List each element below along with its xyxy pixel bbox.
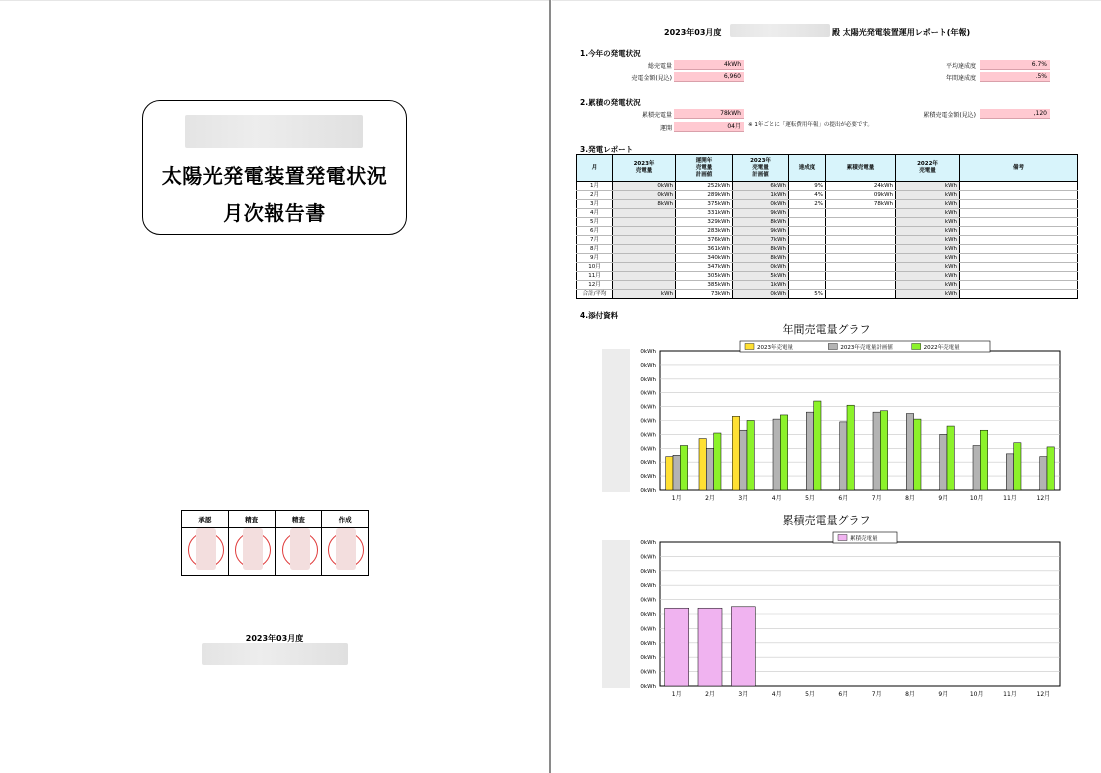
x-tick-label: 10月 [969, 495, 984, 502]
cover-title-line2: 月次報告書 [223, 201, 326, 225]
section2-heading: 2.累積の発電状況 [580, 98, 641, 107]
y-tick-label: 0kWh [640, 669, 656, 676]
table-cell: 合計/平均 [577, 290, 613, 299]
table-cell [789, 281, 826, 290]
table-cell: kWh [896, 182, 960, 191]
stamp-header: 精査 [275, 511, 322, 528]
cumulative-sales-chart [600, 530, 1070, 700]
bar [1040, 457, 1047, 490]
bar [873, 412, 880, 490]
x-tick-label: 8月 [905, 495, 915, 502]
cover-title-box [142, 100, 407, 235]
bar [947, 426, 954, 490]
table-cell: 2% [789, 200, 826, 209]
y-tick-label: 0kWh [640, 597, 656, 604]
table-cell: 9月 [577, 254, 613, 263]
redacted-seal [196, 528, 216, 570]
table-cell [960, 236, 1078, 245]
table-row [577, 227, 1078, 236]
table-cell [960, 191, 1078, 200]
x-tick-label: 6月 [838, 691, 849, 698]
table-cell [960, 254, 1078, 263]
y-tick-label: 0kWh [640, 655, 656, 662]
table-cell: 09kWh [826, 191, 896, 200]
report-title-date: 2023年03月度 [664, 28, 722, 37]
cum-sales-label: 累積売電量 [641, 112, 672, 119]
total-sales-text: 4kWh [723, 61, 741, 68]
table-cell: kWh [896, 245, 960, 254]
bar [665, 608, 689, 686]
chart1-title: 年間売電量グラフ [782, 323, 871, 336]
redacted-seal [336, 528, 356, 570]
table-header-row [577, 155, 1078, 182]
table-cell: kWh [896, 254, 960, 263]
bar [773, 419, 780, 490]
table-cell [613, 263, 676, 272]
cum-sales-value [674, 109, 744, 119]
stamp-header: 作成 [322, 511, 369, 528]
table-cell: 8kWh [613, 200, 676, 209]
annual-rate-text: .5% [1035, 73, 1047, 80]
x-tick-label: 4月 [771, 691, 782, 698]
x-tick-label: 3月 [738, 495, 749, 502]
stamp-cell [275, 528, 322, 576]
table-cell: 7kWh [733, 236, 789, 245]
x-tick-label: 9月 [938, 495, 949, 502]
bar [673, 455, 680, 490]
section1-heading: 1.今年の発電状況 [580, 49, 641, 58]
y-tick-label: 0kWh [640, 390, 656, 397]
table-cell: 4月 [577, 209, 613, 218]
sales-amount-value [674, 72, 744, 82]
table-cell: 283kWh [676, 227, 733, 236]
y-tick-label: 0kWh [640, 684, 656, 690]
col-header: 達成度 [789, 155, 826, 182]
table-cell [960, 182, 1078, 191]
bar [847, 405, 854, 490]
cum-amount-value [980, 109, 1050, 119]
annual-rate-value [980, 72, 1050, 82]
table-cell: 1月 [577, 182, 613, 191]
operation-start-label: 運開 [659, 125, 672, 132]
table-cell [960, 227, 1078, 236]
table-cell: 1kWh [733, 281, 789, 290]
table-cell [789, 245, 826, 254]
y-tick-label: 0kWh [640, 488, 656, 494]
legend-label: 累積売電量 [850, 536, 878, 542]
table-row [577, 209, 1078, 218]
y-tick-label: 0kWh [640, 349, 656, 355]
chart2-title: 累積売電量グラフ [782, 514, 871, 527]
bar [806, 412, 813, 490]
table-cell: 0kWh [613, 191, 676, 200]
table-row [577, 191, 1078, 200]
table-row [577, 245, 1078, 254]
table-cell [826, 272, 896, 281]
x-tick-label: 1月 [671, 495, 682, 502]
table-cell [960, 209, 1078, 218]
bar [973, 446, 980, 490]
col-header: 備考 [960, 155, 1078, 182]
y-tick-label: 0kWh [640, 460, 656, 467]
bar [1047, 447, 1054, 490]
table-cell: 2月 [577, 191, 613, 200]
x-tick-label: 10月 [969, 691, 984, 698]
table-cell: 0kWh [733, 290, 789, 299]
annual-sales-chart [600, 339, 1070, 504]
table-row [577, 218, 1078, 227]
bar [706, 448, 713, 490]
bar [698, 608, 722, 686]
col-header: 2023年 売電量 計画値 [733, 155, 789, 182]
bar [780, 415, 787, 490]
y-tick-label: 0kWh [640, 540, 656, 546]
redacted-axis-strip [602, 349, 630, 492]
y-tick-label: 0kWh [640, 376, 656, 383]
operation-start-value [674, 122, 744, 132]
x-tick-label: 12月 [1036, 495, 1051, 502]
table-cell [826, 263, 896, 272]
total-sales-value [674, 60, 744, 70]
x-tick-label: 9月 [938, 691, 949, 698]
operation-start-text: 04月 [727, 123, 741, 130]
avg-rate-text: 6.7% [1031, 61, 1047, 68]
table-cell: kWh [896, 218, 960, 227]
table-row [577, 263, 1078, 272]
approval-stamp-table [181, 510, 369, 576]
table-cell [613, 254, 676, 263]
stamp-cell [228, 528, 275, 576]
x-tick-label: 2月 [705, 495, 715, 502]
table-cell: 8kWh [733, 254, 789, 263]
cover-page [0, 0, 549, 773]
chart-legend [740, 341, 990, 352]
avg-rate-value [980, 60, 1050, 70]
table-cell [789, 227, 826, 236]
legend-swatch [745, 344, 754, 350]
redacted-seal [290, 528, 310, 570]
stamp-header: 精査 [228, 511, 275, 528]
table-cell: 289kWh [676, 191, 733, 200]
y-tick-label: 0kWh [640, 554, 656, 561]
x-tick-label: 7月 [871, 691, 882, 698]
table-cell: 8kWh [733, 245, 789, 254]
y-tick-label: 0kWh [640, 583, 656, 590]
redacted-seal [243, 528, 263, 570]
table-cell: 375kWh [676, 200, 733, 209]
table-cell: 347kWh [676, 263, 733, 272]
table-cell: kWh [896, 209, 960, 218]
cum-amount-label: 累積売電金額(見込) [923, 112, 976, 119]
table-cell: 252kWh [676, 182, 733, 191]
redacted-company [202, 643, 348, 665]
table-cell: kWh [896, 272, 960, 281]
table-cell: 8月 [577, 245, 613, 254]
bar [699, 439, 706, 490]
table-cell: 305kWh [676, 272, 733, 281]
table-cell: kWh [896, 290, 960, 299]
table-cell [613, 236, 676, 245]
col-header: 月 [577, 155, 613, 182]
table-cell [960, 281, 1078, 290]
table-cell: 376kWh [676, 236, 733, 245]
table-cell [789, 272, 826, 281]
table-row [577, 236, 1078, 245]
bar [740, 430, 747, 490]
table-cell: kWh [896, 236, 960, 245]
bar [680, 446, 687, 490]
table-cell [826, 254, 896, 263]
table-cell: 5% [789, 290, 826, 299]
bar [814, 401, 821, 490]
table-row [577, 272, 1078, 281]
table-cell: kWh [896, 191, 960, 200]
legend-swatch [828, 344, 837, 350]
table-cell [789, 254, 826, 263]
table-cell [960, 218, 1078, 227]
table-cell: 340kWh [676, 254, 733, 263]
generation-report-table [576, 154, 1078, 299]
table-cell [613, 227, 676, 236]
legend-swatch [912, 344, 921, 350]
table-cell: 9kWh [733, 227, 789, 236]
avg-rate-label: 平均達成度 [945, 63, 976, 70]
table-cell [826, 236, 896, 245]
x-tick-label: 11月 [1003, 495, 1017, 502]
stamp-cell [322, 528, 369, 576]
report-note: ※ 1年ごとに「運転費用年報」の提出が必要です。 [748, 122, 873, 128]
table-cell: 331kWh [676, 209, 733, 218]
x-tick-label: 4月 [771, 495, 782, 502]
table-cell [826, 245, 896, 254]
col-header: 2022年 売電量 [896, 155, 960, 182]
bar [732, 416, 739, 490]
table-cell: 10月 [577, 263, 613, 272]
legend-label: 2023年売電量計画値 [840, 345, 893, 351]
y-tick-label: 0kWh [640, 404, 656, 411]
table-row [577, 182, 1078, 191]
table-body [577, 182, 1078, 299]
table-cell [613, 272, 676, 281]
table-cell: 9% [789, 182, 826, 191]
table-cell: 6kWh [733, 182, 789, 191]
table-cell: 7月 [577, 236, 613, 245]
bar [1006, 454, 1013, 490]
cover-title-line1: 太陽光発電装置発電状況 [161, 164, 388, 188]
table-cell: kWh [896, 227, 960, 236]
table-row [577, 200, 1078, 209]
sales-amount-text: 6,960 [723, 73, 741, 80]
section3-heading: 3.発電レポート [580, 145, 634, 154]
table-cell: 5kWh [733, 272, 789, 281]
x-tick-label: 7月 [871, 495, 882, 502]
table-cell: 3月 [577, 200, 613, 209]
table-cell [960, 263, 1078, 272]
table-cell [826, 218, 896, 227]
table-total-row [577, 290, 1078, 299]
annual-rate-label: 年間達成度 [945, 75, 976, 82]
total-sales-label: 総売電量 [647, 63, 672, 70]
table-cell [613, 218, 676, 227]
y-tick-label: 0kWh [640, 640, 656, 647]
redacted-name [185, 115, 363, 148]
table-cell: 73kWh [676, 290, 733, 299]
legend-label: 2023年売電量 [757, 345, 793, 351]
redacted-axis-strip [602, 540, 630, 688]
y-tick-label: 0kWh [640, 612, 656, 618]
page-divider [549, 0, 551, 773]
bar [840, 422, 847, 490]
table-cell: 1kWh [733, 191, 789, 200]
x-tick-label: 11月 [1003, 691, 1017, 698]
bar [747, 421, 754, 491]
bar [906, 414, 913, 490]
table-cell: 9kWh [733, 209, 789, 218]
table-cell: 5月 [577, 218, 613, 227]
table-cell: kWh [896, 281, 960, 290]
table-cell [789, 209, 826, 218]
table-cell: 11月 [577, 272, 613, 281]
table-cell: 0kWh [613, 182, 676, 191]
y-tick-label: 0kWh [640, 626, 656, 633]
x-tick-label: 2月 [705, 691, 715, 698]
report-title-text: 殿 太陽光発電装置運用レポート(年報) [832, 28, 971, 37]
x-tick-label: 8月 [905, 691, 915, 698]
stamp-cell [182, 528, 229, 576]
cum-sales-text: 78kWh [720, 110, 741, 117]
bar [714, 433, 721, 490]
table-row [577, 254, 1078, 263]
y-tick-label: 0kWh [640, 418, 656, 425]
x-tick-label: 5月 [805, 495, 815, 502]
table-cell [960, 245, 1078, 254]
section4-heading: 4.添付資料 [580, 311, 619, 320]
table-cell: kWh [896, 200, 960, 209]
table-cell: 361kWh [676, 245, 733, 254]
bar [666, 457, 673, 490]
table-cell [960, 290, 1078, 299]
x-tick-label: 3月 [738, 691, 749, 698]
table-cell [789, 218, 826, 227]
stamp-header: 承認 [182, 511, 229, 528]
table-cell [826, 227, 896, 236]
col-header: 2023年 売電量 [613, 155, 676, 182]
table-cell: 24kWh [826, 182, 896, 191]
bar [731, 607, 755, 686]
table-cell: 0kWh [733, 200, 789, 209]
table-cell [960, 200, 1078, 209]
table-cell [826, 290, 896, 299]
sales-amount-label: 売電金額(見込) [631, 75, 672, 82]
y-tick-label: 0kWh [640, 568, 656, 575]
x-tick-label: 6月 [838, 495, 849, 502]
table-cell: 8kWh [733, 218, 789, 227]
y-tick-label: 0kWh [640, 432, 656, 439]
col-header: 累積売電量 [826, 155, 896, 182]
bar [940, 434, 947, 490]
bar [980, 430, 987, 490]
bar [880, 411, 887, 490]
table-cell [613, 245, 676, 254]
x-tick-label: 1月 [671, 691, 682, 698]
table-row [577, 281, 1078, 290]
table-cell [960, 272, 1078, 281]
table-cell: 4% [789, 191, 826, 200]
table-cell: 78kWh [826, 200, 896, 209]
table-cell [789, 236, 826, 245]
table-cell: kWh [613, 290, 676, 299]
cumulative-sales-chart-svg [600, 530, 1070, 700]
table-cell: 0kWh [733, 263, 789, 272]
cum-amount-text: ,120 [1033, 110, 1047, 117]
redacted-customer [730, 24, 830, 37]
bar [914, 419, 921, 490]
x-tick-label: 12月 [1036, 691, 1051, 698]
chart-legend [833, 532, 897, 543]
table-cell: 6月 [577, 227, 613, 236]
table-cell [826, 209, 896, 218]
bar [1014, 443, 1021, 490]
col-header: 運開年 売電量 計画値 [676, 155, 733, 182]
table-cell: 329kWh [676, 218, 733, 227]
annual-sales-chart-svg [600, 339, 1070, 504]
report-page [552, 0, 1101, 773]
cover-date: 2023年03月度 [245, 634, 304, 643]
y-tick-label: 0kWh [640, 362, 656, 369]
y-tick-label: 0kWh [640, 474, 656, 481]
table-cell: kWh [896, 263, 960, 272]
table-cell: 12月 [577, 281, 613, 290]
table-cell: 385kWh [676, 281, 733, 290]
table-cell [826, 281, 896, 290]
table-cell [613, 281, 676, 290]
y-tick-label: 0kWh [640, 446, 656, 453]
table-cell [613, 209, 676, 218]
x-tick-label: 5月 [805, 691, 815, 698]
legend-swatch [838, 535, 847, 541]
legend-label: 2022年売電量 [923, 345, 960, 351]
table-cell [789, 263, 826, 272]
